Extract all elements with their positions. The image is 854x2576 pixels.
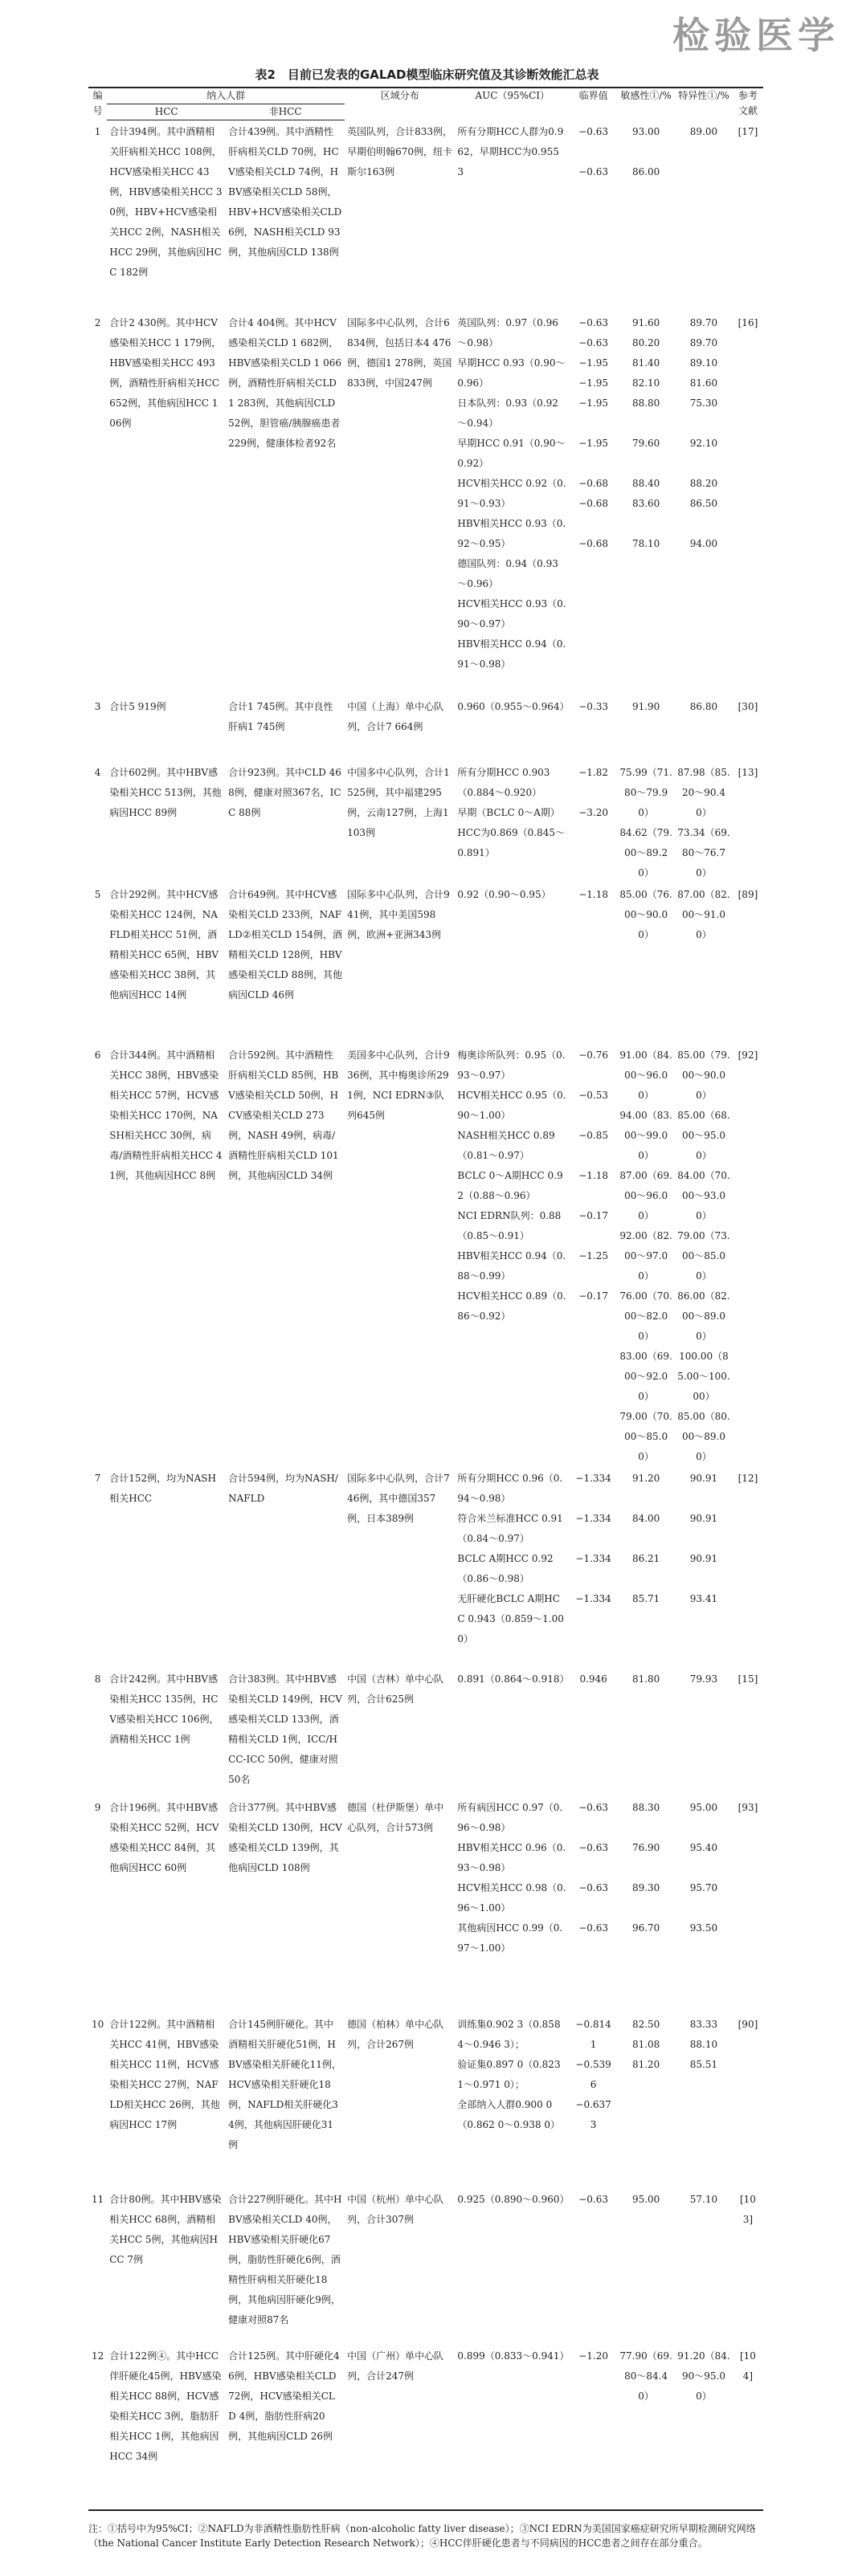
header-hcc: HCC [107, 104, 226, 120]
reference-cell: [90] [738, 2018, 758, 2030]
sensitivity-cell: 91.90 [631, 700, 660, 712]
specificity-cell: 87.00（82.00～91.00） [677, 888, 730, 940]
header-reference: 参考文献 [733, 88, 763, 120]
cutoff-cell: −0.33 [578, 700, 609, 712]
auc-cell: 训练集0.902 3（0.858 4～0.946 3）； 验证集0.897 0（0.823 1～0.971 0）； 全部纳入人群0.900 0（0.862 0～0.938 0） [457, 2018, 561, 2130]
hcc-cell: 合计152例，均为NASH相关HCC [109, 1472, 216, 1504]
region-cell: 中国（上海）单中心队列，合计7 664例 [347, 700, 444, 732]
cutoff-cell: −0.814 1 −0.539 6 −0.637 3 [575, 2018, 611, 2130]
non-hcc-cell: 合计923例。其中CLD 468例，健康对照367名，ICC 88例 [228, 766, 341, 818]
reference-cell: [17] [738, 125, 758, 137]
region-cell: 国际多中心队列，合计941例，其中美国598例，欧洲+亚洲343例 [347, 888, 450, 940]
row-no: 8 [94, 1673, 101, 1685]
row-no: 7 [94, 1472, 101, 1484]
sensitivity-cell: 85.00（76.00～90.00） [619, 888, 672, 940]
header-non-hcc: 非HCC [226, 104, 345, 120]
cutoff-cell: −1.82 −3.20 [578, 766, 609, 818]
cutoff-cell: −1.20 [570, 2345, 617, 2510]
header-specificity: 特异性①/% [675, 88, 733, 120]
row-no: 5 [94, 888, 101, 900]
galad-table [88, 87, 763, 2511]
row-no: 3 [94, 700, 101, 712]
reference-cell: [12] [738, 1472, 758, 1484]
non-hcc-cell: 合计125例。其中肝硬化46例，HBV感染相关CLD 72例，HCV感染相关CLD 4例，脂肪性肝病20例，其他病因CLD 26例 [226, 2345, 345, 2510]
cutoff-cell: −0.63 [578, 2193, 609, 2205]
non-hcc-cell: 合计1 745例。其中良性肝病1 745例 [228, 700, 333, 732]
row-no: 6 [94, 1049, 101, 1061]
hcc-cell: 合计602例。其中HBV感染相关HCC 513例，其他病因HCC 89例 [109, 766, 222, 818]
row-no: 1 [94, 125, 101, 137]
non-hcc-cell: 合计592例。其中酒精性肝病相关CLD 85例，HBV感染相关CLD 50例，HCV感染相关CLD 273例，NASH 49例，病毒/酒精性肝病相关CLD 101例，其他病因CLD 34例 [228, 1049, 339, 1181]
cutoff-cell: −1.18 [578, 888, 609, 900]
cutoff-cell: −0.63 −0.63 −1.95 −1.95 −1.95 −1.95 −0.68 −0.68 −0.68 [578, 316, 609, 549]
non-hcc-cell: 合计439例。其中酒精性肝病相关CLD 70例，HCV感染相关CLD 74例，HBV感染相关CLD 58例，HBV+HCV感染相关CLD 6例，NASH相关CLD 93例，其他病因CLD 138例 [228, 126, 342, 258]
row-no: 11 [91, 2193, 104, 2205]
sensitivity-cell: 75.99（71.80～79.90） 84.62（79.00～89.20） [619, 766, 672, 878]
reference-cell: [92] [738, 1049, 758, 1061]
region-cell: 中国多中心队列，合计1 525例，其中福建295例，云南127例，上海1 103例 [347, 766, 450, 838]
header-auc: AUC（95%CI） [455, 88, 570, 120]
table-row [88, 695, 763, 761]
header-row-1 [88, 88, 763, 104]
region-cell: 德国（柏林）单中心队列，合计267例 [347, 2018, 444, 2050]
region-cell: 英国队列，合计833例，早期伯明翰670例，纽卡斯尔163例 [347, 125, 452, 177]
auc-cell: 所有分期HCC 0.96（0.94～0.98） 符合米兰标准HCC 0.91（0.84～0.97） BCLC A期HCC 0.92（0.86～0.98） 无肝硬化BCLC A期HCC 0.943（0.859～1.000） [457, 1472, 564, 1645]
table-title: 表2 目前已发表的GALAD模型临床研究值及其诊断效能汇总表 [255, 67, 599, 82]
auc-cell: 0.92（0.90～0.95） [457, 888, 551, 900]
table-row [88, 1796, 763, 2013]
sensitivity-cell: 82.50 81.08 81.20 [631, 2018, 660, 2070]
reference-cell: [104] [733, 2345, 763, 2510]
hcc-cell: 合计292例。其中HCV感染相关HCC 124例，NAFLD相关HCC 51例，酒精相关HCC 65例，HBV感染相关HCC 38例，其他病因HCC 14例 [109, 888, 219, 1001]
region-cell: 中国（杭州）单中心队列，合计307例 [347, 2193, 444, 2225]
reference-cell: [16] [738, 316, 758, 328]
sensitivity-cell: 91.00（84.00～96.00） 94.00（83.00～99.00） 87.00（69.00～96.00） 92.00（82.00～97.00） 76.00（70.00～82.00） 83.00（69.00～92.00） 79.00（70.00～85.00） [619, 1049, 672, 1462]
sensitivity-cell: 81.80 [631, 1673, 660, 1685]
non-hcc-cell: 合计383例。其中HBV感染相关CLD 149例，HCV感染相关CLD 133例，酒精相关CLD 1例，ICC/HCC-ICC 50例，健康对照50名 [228, 1673, 342, 1785]
row-no: 12 [88, 2345, 107, 2510]
cutoff-cell: −0.63 −0.63 [578, 125, 609, 177]
sensitivity-cell: 77.90（69.80～84.40） [617, 2345, 675, 2510]
sensitivity-cell: 95.00 [631, 2193, 660, 2205]
non-hcc-cell: 合计227例肝硬化。其中HBV感染相关CLD 40例，HBV感染相关肝硬化67例，脂肪性肝硬化6例，酒精性肝病相关肝硬化18例，其他病因肝硬化9例，健康对照87名 [228, 2193, 342, 2325]
specificity-cell: 57.10 [689, 2193, 718, 2205]
region-cell: 国际多中心队列，合计746例，其中德国357例，日本389例 [347, 1472, 450, 1524]
header-sensitivity: 敏感性①/% [617, 88, 675, 120]
table-footnote: 注：①括号中为95%CI；②NAFLD为非酒精性脂肪性肝病（non-alcoholic fatty liver disease）；③NCI EDRN为美国国家癌症研究所早期检测研究网络（the National Cancer Institute Early Detection Research Network）；④HCC伴肝硬化患者与不同病因的HCC患者之间存在部分重合。 [88, 2523, 756, 2549]
auc-cell: 梅奥诊所队列：0.95（0.93～0.97） HCV相关HCC 0.95（0.90～1.00） NASH相关HCC 0.89（0.81～0.97） BCLC 0～A期HCC 0.92（0.88～0.96） NCI EDRN队列：0.88（0.85～0.91） HBV相关HCC 0.94（0.88～0.99） HCV相关HCC 0.89（0.86～0.92） [457, 1049, 566, 1322]
specificity-cell: 85.00（79.00～90.00） 85.00（68.00～95.00） 84.00（70.00～93.00） 79.00（73.00～85.00） 86.00（82.00～89.00） 100.00（85.00～100.00） 85.00（80.00～89.00） [677, 1049, 730, 1462]
cutoff-cell: −1.334 −1.334 −1.334 −1.334 [575, 1472, 611, 1604]
row-no: 10 [91, 2018, 104, 2030]
specificity-cell: 90.91 90.91 90.91 93.41 [689, 1472, 718, 1604]
auc-cell: 0.960（0.955～0.964） [457, 700, 570, 712]
non-hcc-cell: 合计649例。其中HCV感染相关CLD 233例，NAFLD②相关CLD 154例，酒精相关CLD 128例，HBV感染相关CLD 88例，其他病因CLD 46例 [228, 888, 342, 1001]
reference-cell: [103] [739, 2193, 756, 2225]
region-cell: 美国多中心队列，合计936例，其中梅奥诊所291例，NCI EDRN③队列645例 [347, 1049, 450, 1121]
table-row [88, 761, 763, 883]
specificity-cell: 79.93 [689, 1673, 718, 1685]
table-row [88, 2345, 763, 2510]
sensitivity-cell: 93.00 86.00 [631, 125, 660, 177]
non-hcc-cell: 合计145例肝硬化。其中酒精相关肝硬化51例，HBV感染相关肝硬化11例，HCV感染相关肝硬化18例，NAFLD相关肝硬化34例，其他病因肝硬化31例 [228, 2018, 341, 2150]
specificity-cell: 86.80 [689, 700, 718, 712]
specificity-cell: 89.00 [689, 125, 718, 137]
table-row [88, 2013, 763, 2188]
row-no: 2 [94, 316, 101, 328]
auc-cell: 所有分期HCC人群为0.962，早期HCC为0.955 3 [457, 125, 564, 177]
row-no: 4 [94, 766, 101, 778]
reference-cell: [30] [738, 700, 758, 712]
reference-cell: [93] [738, 1801, 758, 1813]
region-cell: 中国（吉林）单中心队列，合计625例 [347, 1673, 444, 1705]
table-row [88, 312, 763, 695]
region-cell: 中国（广州）单中心队列，合计247例 [345, 2345, 455, 2510]
table-row [88, 2188, 763, 2345]
row-no: 9 [94, 1801, 101, 1813]
cutoff-cell: −0.76 −0.53 −0.85 −1.18 −0.17 −1.25 −0.17 [578, 1049, 609, 1302]
table-row [88, 120, 763, 312]
reference-cell: [89] [738, 888, 758, 900]
header-no: 编号 [88, 88, 107, 120]
reference-cell: [15] [738, 1673, 758, 1685]
hcc-cell: 合计80例。其中HBV感染相关HCC 68例，酒精相关HCC 5例，其他病因HCC 7例 [109, 2193, 222, 2265]
table-row [88, 883, 763, 1044]
sensitivity-cell: 88.30 76.90 89.30 96.70 [631, 1801, 660, 1934]
region-cell: 德国（杜伊斯堡）单中心队列，合计573例 [347, 1801, 444, 1833]
header-cutoff: 临界值 [570, 88, 617, 120]
auc-cell: 0.925（0.890～0.960） [457, 2193, 570, 2205]
hcc-cell: 合计394例。其中酒精相关肝病相关HCC 108例，HCV感染相关HCC 43例，HBV感染相关HCC 30例，HBV+HCV感染相关HCC 2例，NASH相关HCC 29例，其他病因HCC 182例 [109, 126, 223, 278]
specificity-cell: 91.20（84.90～95.00） [675, 2345, 733, 2510]
auc-cell: 英国队列：0.97（0.96～0.98） 早期HCC 0.93（0.90～0.96） 日本队列：0.93（0.92～0.94） 早期HCC 0.91（0.90～0.92） HCV相关HCC 0.92（0.91～0.93） HBV相关HCC 0.93（0.92～0.95） 德国队列：0.94（0.93～0.96） HCV相关HCC 0.93（0.90～0.97） HBV相关HCC 0.94（0.91～0.98） [457, 316, 566, 670]
hcc-cell: 合计196例。其中HBV感染相关HCC 52例，HCV感染相关HCC 84例，其他病因HCC 60例 [109, 1801, 219, 1873]
auc-cell: 0.891（0.864～0.918） [457, 1673, 570, 1685]
cutoff-cell: 0.946 [579, 1673, 607, 1685]
watermark-logo: 检验医学 [672, 14, 840, 57]
auc-cell: 0.899（0.833～0.941） [455, 2345, 570, 2510]
non-hcc-cell: 合计377例。其中HBV感染相关CLD 130例，HCV感染相关CLD 139例，其他病因CLD 108例 [228, 1801, 342, 1873]
hcc-cell: 合计344例。其中酒精相关HCC 38例，HBV感染相关HCC 57例，HCV感染相关HCC 170例，NASH相关HCC 30例，病毒/酒精性肝病相关HCC 41例，其他病因HCC 8例 [109, 1049, 223, 1181]
table-row [88, 1467, 763, 1668]
reference-cell: [13] [738, 766, 758, 778]
auc-cell: 所有分期HCC 0.903（0.884～0.920） 早期（BCLC 0～A期）HCC为0.869（0.845～0.891） [457, 766, 565, 858]
hcc-cell: 合计2 430例。其中HCV感染相关HCC 1 179例，HBV感染相关HCC 493例，酒精性肝病相关HCC 652例，其他病因HCC 106例 [109, 316, 222, 429]
hcc-cell: 合计242例。其中HBV感染相关HCC 135例，HCV感染相关HCC 106例，酒精相关HCC 1例 [109, 1673, 219, 1745]
non-hcc-cell: 合计594例，均为NASH/NAFLD [228, 1472, 338, 1504]
cutoff-cell: −0.63 −0.63 −0.63 −0.63 [578, 1801, 609, 1934]
hcc-cell: 合计5 919例 [109, 700, 166, 712]
hcc-cell: 合计122例。其中酒精相关HCC 41例，HBV感染相关HCC 11例，HCV感染相关HCC 27例，NAFLD相关HCC 26例，其他病因HCC 17例 [109, 2018, 220, 2130]
auc-cell: 所有病因HCC 0.97（0.96～0.98） HBV相关HCC 0.96（0.93～0.98） HCV相关HCC 0.98（0.96～1.00） 其他病因HCC 0.99（0.97～1.00） [457, 1801, 566, 1954]
header-population: 纳入人群 [107, 88, 345, 104]
table-row [88, 1668, 763, 1796]
hcc-cell: 合计122例④。其中HCC伴肝硬化45例，HBV感染相关HCC 88例，HCV感染相关HCC 3例，脂肪肝相关HCC 1例，其他病因HCC 34例 [107, 2345, 226, 2510]
non-hcc-cell: 合计4 404例。其中HCV感染相关CLD 1 682例，HBV感染相关CLD 1 066例，酒精性肝病相关CLD 1 283例，其他病因CLD 52例，胆管癌/胰腺癌患者229例，健康体检者92名 [228, 316, 342, 449]
sensitivity-cell: 91.60 80.20 81.40 82.10 88.80 79.60 88.40 83.60 78.10 [631, 316, 660, 549]
specificity-cell: 87.98（85.20～90.40） 73.34（69.80～76.70） [677, 766, 730, 878]
table-row [88, 1044, 763, 1467]
sensitivity-cell: 91.20 84.00 86.21 85.71 [631, 1472, 660, 1604]
region-cell: 国际多中心队列，合计6 834例，包括日本4 476例，德国1 278例，英国833例，中国247例 [347, 316, 452, 389]
header-region: 区域分布 [345, 88, 455, 120]
specificity-cell: 95.00 95.40 95.70 93.50 [689, 1801, 718, 1934]
specificity-cell: 89.70 89.70 89.10 81.60 75.30 92.10 88.20 86.50 94.00 [689, 316, 718, 549]
specificity-cell: 83.33 88.10 85.51 [689, 2018, 718, 2070]
